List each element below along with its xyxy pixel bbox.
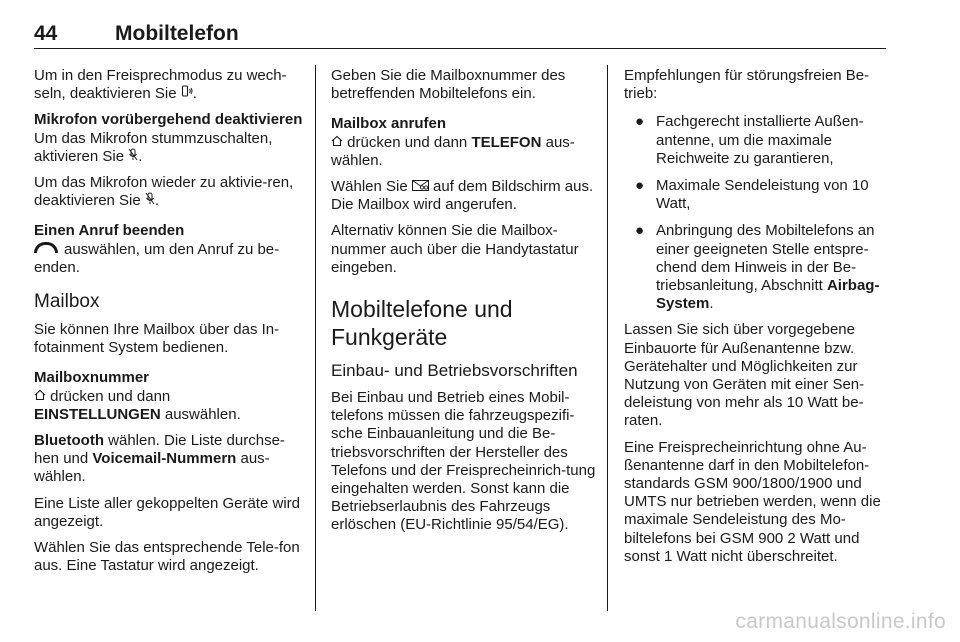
paragraph-bluetooth-step: Bluetooth wählen. Die Liste durchse-hen und Voicemail-Nummern aus-wählen. xyxy=(34,432,285,486)
home-icon xyxy=(34,389,46,401)
recommendation-list xyxy=(624,113,896,313)
watermark-text: carmanualsonline.info xyxy=(735,610,946,633)
paragraph-select-phone: Wählen Sie das entsprechende Tele-fon aus. Eine Tastatur wird angezeigt. xyxy=(34,539,300,575)
paragraph-mailbox-intro: Sie können Ihre Mailbox über das In-fotainment System bedienen. xyxy=(34,321,280,357)
paragraph-device-list: Eine Liste aller gekoppelten Geräte wird angezeigt. xyxy=(34,494,300,530)
list-item: ● Maximale Sendeleistung von 10 Watt, xyxy=(635,177,869,213)
column-divider-left xyxy=(315,65,316,611)
paragraph-voicemail-step: Wählen Sie auf dem Bildschirm aus. Die Mailbox wird angerufen. xyxy=(331,178,594,214)
bullet-icon: ● xyxy=(635,177,645,195)
paragraph-installation-rules: Bei Einbau und Betrieb eines Mobil-telefons müssen die fahrzeugspezifi-sche Einbauanleitung und die Be-triebsvorschriften der Hersteller des Telefons und der Freisprecheinrich-tung eingehalten werden. Sonst kann die Betriebserlaubnis des Fahrzeugs erlöschen (EU-Richtlinie 95/54/EG). xyxy=(331,389,596,534)
list-item: ● Anbringung des Mobiltelefons an einer geeigneten Stelle entspre-chend dem Hinweis in der Be-triebsanleitung, Abschnitt Airbag-System. xyxy=(635,222,880,313)
paragraph-end-call: auswählen, um den Anruf zu be-enden. xyxy=(34,240,280,276)
paragraph-enter-number: Geben Sie die Mailboxnummer des betreffenden Mobiltelefons ein. xyxy=(331,67,566,103)
heading-call-mailbox: Mailbox anrufen xyxy=(331,115,447,133)
running-head-title: Mobiltelefon xyxy=(115,22,239,45)
bullet-icon: ● xyxy=(635,113,645,131)
microphone-mute-icon xyxy=(128,148,138,161)
page-header xyxy=(34,18,886,49)
column-1 xyxy=(34,67,306,583)
heading-end-call: Einen Anruf beenden xyxy=(34,222,185,240)
paragraph-keypad-alternative: Alternativ können Sie die Mailbox-nummer auch über die Handytastatur eingeben. xyxy=(331,222,579,276)
phone-speaker-icon xyxy=(181,85,193,98)
column-divider-right xyxy=(607,65,608,611)
paragraph-settings-step: drücken und dann EINSTELLUNGEN auswählen. xyxy=(34,387,241,423)
paragraph-handsfree-limits: Eine Freisprecheinrichtung ohne Au-ßenantenne darf in den Mobiltelefon-standards GSM 900/1800/1900 und UMTS nur betrieben werden, wenn die maximale Sendeleistung des Mo-biltelefons bei GSM 900 2 Watt und sonst 1 Watt nicht überschreitet. xyxy=(624,438,881,565)
section-heading-mobile-radio: Mobiltelefone und Funkgeräte xyxy=(331,296,513,351)
paragraph-unmute: Um das Mikrofon wieder zu aktivie-ren, deaktivieren Sie . xyxy=(34,174,294,210)
heading-mailbox-number: Mailboxnummer xyxy=(34,369,150,387)
paragraph-installation-locations: Lassen Sie sich über vorgegebene Einbauorte für Außenantenne bzw. Gerätehalter und Möglichkeiten zur Nutzung von Geräten mit einer Sen-deleistung von mehr als 10 Watt be-raten. xyxy=(624,321,865,430)
paragraph-recommendations: Empfehlungen für störungsfreien Be-trieb: xyxy=(624,67,870,103)
microphone-mute-icon xyxy=(145,192,155,205)
paragraph-phone-step: drücken und dann TELEFON aus-wählen. xyxy=(331,133,575,169)
bullet-icon: ● xyxy=(635,222,645,240)
paragraph-mute: Um das Mikrofon stummzuschalten, aktivieren Sie . xyxy=(34,129,273,165)
page-number: 44 xyxy=(34,22,58,45)
paragraph-handsfree: Um in den Freisprechmodus zu wech-seln, deaktivieren Sie . xyxy=(34,67,287,103)
home-icon xyxy=(331,135,343,147)
voicemail-envelope-icon xyxy=(412,180,429,191)
hang-up-handset-icon xyxy=(34,242,58,253)
column-3 xyxy=(624,67,896,574)
column-2 xyxy=(331,67,603,543)
subsection-heading-installation: Einbau- und Betriebsvorschriften xyxy=(331,361,578,381)
list-item: ● Fachgerecht installierte Außen-antenne, um die maximale Reichweite zu garantieren, xyxy=(635,113,864,167)
section-heading-mailbox: Mailbox xyxy=(34,291,100,313)
heading-mute-mic: Mikrofon vorübergehend deaktivieren xyxy=(34,111,303,129)
